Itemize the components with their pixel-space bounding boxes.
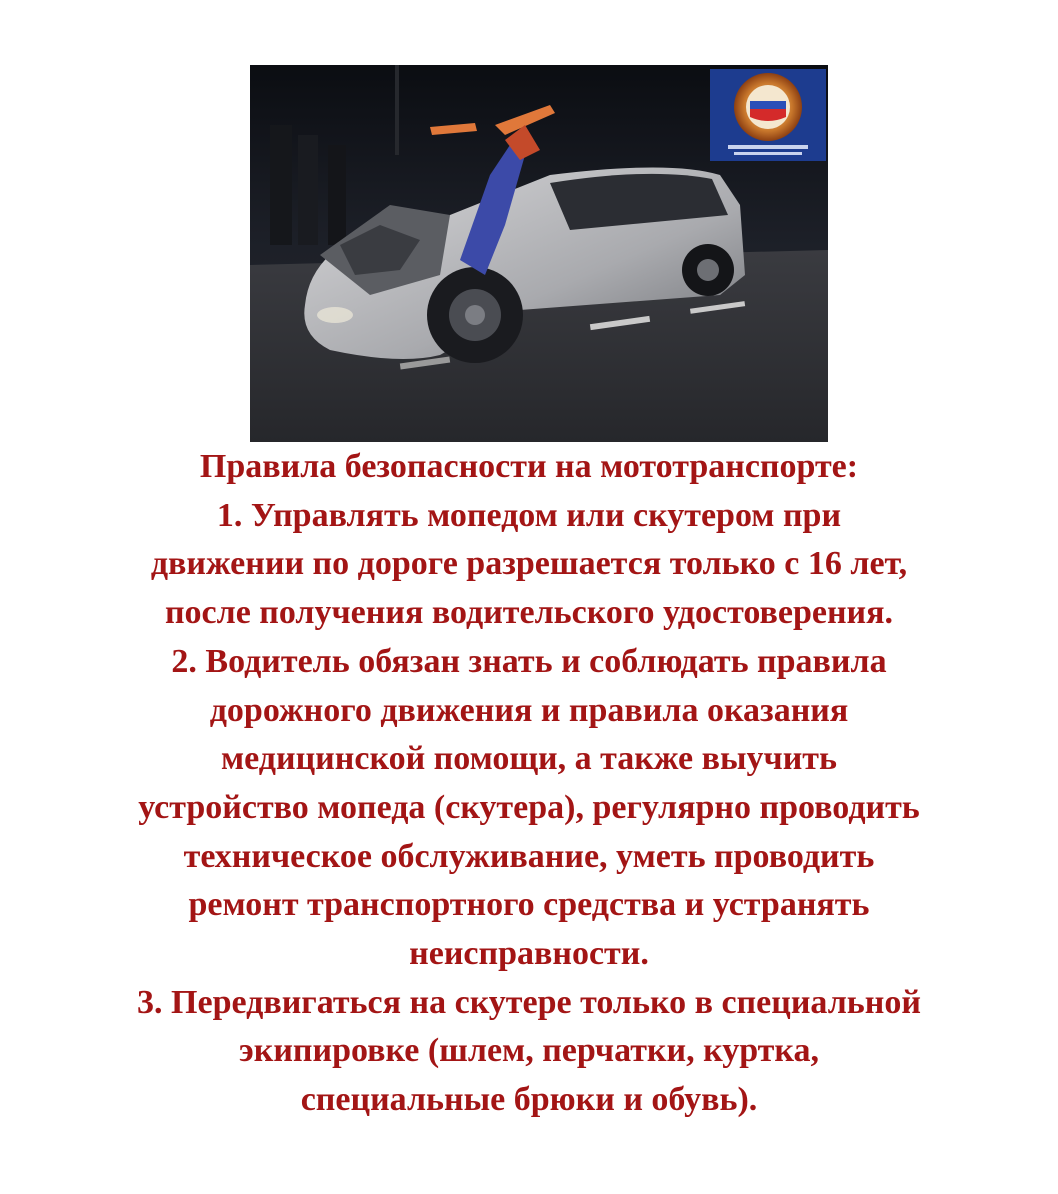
rule-2-line-5: техническое обслуживание, уметь проводить — [183, 837, 875, 875]
rule-2-line-1: 2. Водитель обязан знать и соблюдать правила — [171, 642, 887, 680]
accident-photo — [250, 65, 828, 442]
rule-2-line-4: устройство мопеда (скутера), регулярно проводить — [138, 788, 920, 826]
rule-2-line-3: медицинской помощи, а также выучить — [221, 740, 837, 778]
rules-heading: Правила безопасности на мототранспорте: — [199, 448, 859, 485]
safety-rules-text — [20, 443, 1038, 1125]
rule-2-line-7: неисправности. — [409, 935, 649, 973]
rule-3-line-1: 3. Передвигаться на скутере только в специальной — [137, 983, 921, 1021]
rule-1-line-3: после получения водительского удостоверения. — [164, 594, 894, 632]
rule-1-line-2: движении по дороге разрешается только с 16 лет, — [150, 545, 908, 583]
crash-photo-icon — [250, 65, 828, 442]
rule-2-line-6: ремонт транспортного средства и устранять — [188, 886, 870, 924]
rule-3-line-2: экипировке (шлем, перчатки, куртка, — [239, 1032, 819, 1070]
rule-1-line-1: 1. Управлять мопедом или скутером при — [216, 496, 842, 534]
gibdd-emblem-icon — [710, 69, 826, 161]
rule-2-line-2: дорожного движения и правила оказания — [209, 691, 849, 729]
rule-3-line-3: специальные брюки и обувь). — [300, 1081, 758, 1119]
